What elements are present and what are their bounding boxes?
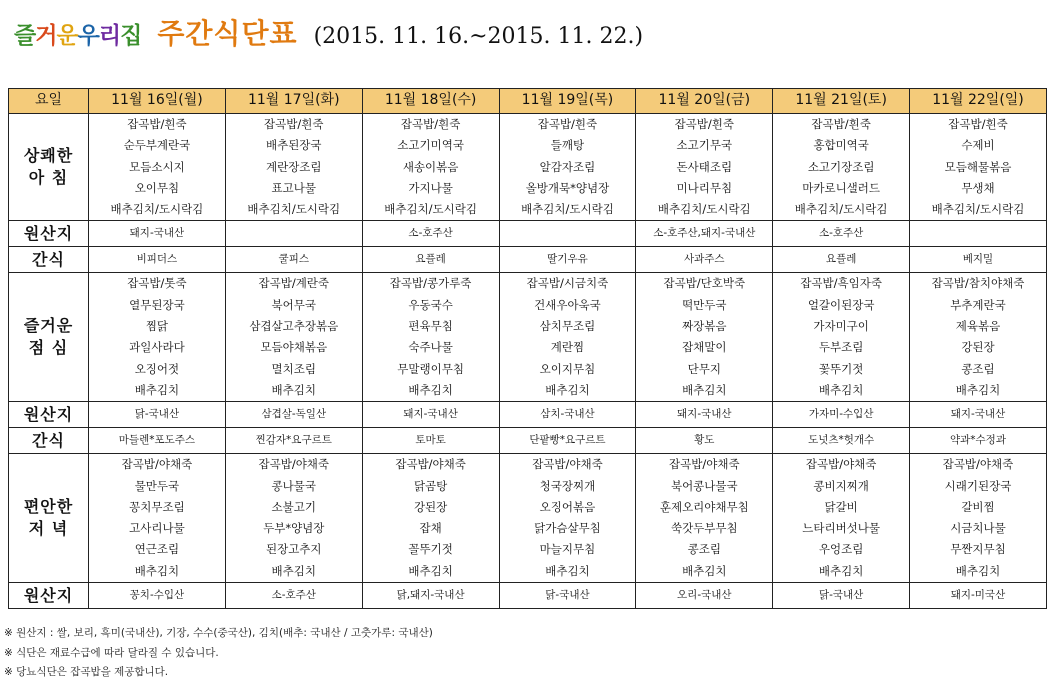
origin-cell: 돼지-국내산 [910, 402, 1047, 428]
menu-item: 닭곰탕 [413, 478, 448, 493]
snack-cell: 사과주스 [636, 247, 773, 273]
menu-item: 가자미구이 [813, 319, 869, 334]
menu-item: 떡만두국 [682, 297, 727, 312]
meal-cell [636, 273, 773, 402]
day-header-row [9, 89, 1047, 114]
menu-item: 배추김치 [545, 563, 590, 578]
menu-item: 숙주나물 [408, 340, 453, 355]
menu-item: 얼갈이된장국 [807, 297, 875, 312]
menu-item: 배추김치/도시락김 [110, 202, 204, 217]
snack-cell: 비피더스 [89, 247, 226, 273]
menu-item: 수제비 [961, 138, 995, 153]
snack-cell: 약과*수정과 [910, 428, 1047, 454]
origin-cell: 오리-국내산 [636, 583, 773, 609]
meal-cell [499, 114, 636, 221]
dinner-origin-row [9, 583, 1047, 609]
lunch-row [9, 273, 1047, 402]
meal-cell [89, 273, 226, 402]
menu-item: 배추김치 [271, 382, 316, 397]
menu-item: 잡곡밥/콩가루죽 [389, 276, 472, 291]
logo [14, 17, 141, 50]
breakfast-origin-row [9, 221, 1047, 247]
meal-cell [636, 454, 773, 583]
origin-cell: 소-호주산 [362, 221, 499, 247]
menu-item: 계란찜 [550, 340, 585, 355]
meal-cell [773, 273, 910, 402]
menu-item: 잡곡밥/야채죽 [121, 457, 193, 472]
day-header: 11월 17일(화) [225, 89, 362, 114]
menu-item: 배추된장국 [265, 138, 322, 153]
menu-item: 배추김치 [818, 563, 864, 578]
snack1-row [9, 247, 1047, 273]
menu-item: 소고기장조림 [807, 159, 875, 174]
logo-char: 우 [77, 23, 99, 49]
menu-item: 표고나물 [271, 180, 316, 195]
origin-cell: 소-호주산,돼지-국내산 [636, 221, 773, 247]
menu-item: 잡곡밥/야채죽 [942, 457, 1014, 472]
day-header: 11월 22일(일) [910, 89, 1047, 114]
menu-item: 콩나물국 [271, 478, 316, 493]
snack-cell: 요플레 [362, 247, 499, 273]
menu-item: 잡곡밥/참치야채죽 [931, 276, 1025, 291]
menu-item: 찜닭 [145, 319, 169, 334]
menu-item: 닭갈비 [824, 499, 858, 514]
origin-cell [910, 221, 1047, 247]
menu-item: 배추김치/도시락김 [247, 202, 341, 217]
menu-item: 오이무침 [134, 180, 180, 195]
snack-cell: 도넛츠*헛개수 [773, 428, 910, 454]
menu-item: 잡채 [419, 521, 442, 536]
label-line: 아 침 [28, 168, 69, 188]
origin-cell: 삼겹살-독일산 [225, 402, 362, 428]
meal-cell [910, 273, 1047, 402]
menu-item: 고사리나물 [129, 521, 185, 536]
dinner-label [9, 454, 89, 583]
menu-item: 꽁치무조림 [129, 499, 185, 514]
menu-item: 가지나물 [408, 180, 453, 195]
origin-cell: 돼지-국내산 [89, 221, 226, 247]
menu-item: 꽃뚜기젓 [818, 361, 864, 376]
menu-item: 강된장 [413, 499, 448, 514]
origin-cell [225, 221, 362, 247]
meal-cell [499, 454, 636, 583]
footnotes [4, 624, 433, 683]
menu-item: 건새우아욱국 [534, 297, 601, 312]
menu-item: 무생채 [961, 180, 995, 195]
meal-cell [362, 114, 499, 221]
menu-item: 콩조림 [961, 361, 995, 376]
menu-item: 오징어볶음 [539, 499, 596, 514]
menu-item: 잡곡밥/야채죽 [669, 457, 740, 472]
breakfast-label [9, 114, 89, 221]
snack2-row [9, 428, 1047, 454]
origin-cell: 돼지-국내산 [362, 402, 499, 428]
menu-item: 마카로니샐러드 [802, 180, 881, 195]
breakfast-row [9, 114, 1047, 221]
origin-cell: 닭-국내산 [499, 583, 636, 609]
day-header: 11월 19일(목) [499, 89, 636, 114]
menu-item: 배추김치 [955, 563, 1001, 578]
menu-item: 콩조림 [687, 542, 721, 557]
menu-item: 배추김치 [408, 382, 453, 397]
menu-item: 들깨탕 [550, 138, 585, 153]
menu-item: 배추김치/도시락김 [657, 202, 751, 217]
menu-item: 배추김치 [545, 382, 590, 397]
menu-item: 무말랭이무침 [397, 361, 464, 376]
label-line: 편안한 [23, 497, 74, 517]
menu-item: 시래기된장국 [944, 478, 1012, 493]
meal-cell [362, 273, 499, 402]
menu-item: 단무지 [687, 361, 721, 376]
menu-item: 물만두국 [134, 478, 180, 493]
origin-label: 원산지 [9, 221, 89, 247]
origin-cell: 삼치-국내산 [499, 402, 636, 428]
menu-item: 홍합미역국 [813, 138, 869, 153]
menu-item: 마늘지무침 [539, 542, 596, 557]
snack-cell: 토마토 [362, 428, 499, 454]
meal-cell [362, 454, 499, 583]
origin-cell [499, 221, 636, 247]
menu-item: 시금치나물 [950, 521, 1006, 536]
date-range: (2015. 11. 16.~2015. 11. 22.) [313, 24, 644, 49]
label-line: 저 녁 [28, 519, 69, 539]
label-line: 상쾌한 [23, 146, 74, 166]
origin-cell: 돼지-미국산 [910, 583, 1047, 609]
menu-item: 배추김치 [955, 382, 1001, 397]
menu-item: 연근조림 [134, 542, 180, 557]
snack-cell: 황도 [636, 428, 773, 454]
menu-item: 배추김치 [134, 563, 180, 578]
page-header [14, 12, 643, 52]
meal-cell [636, 114, 773, 221]
menu-item: 배추김치 [134, 382, 180, 397]
origin-label: 원산지 [9, 583, 89, 609]
menu-item: 잡곡밥/흰죽 [537, 117, 598, 131]
snack-cell: 단팥빵*요구르트 [499, 428, 636, 454]
menu-item: 꼴뚜기젓 [408, 542, 453, 557]
menu-item: 잡곡밥/흰죽 [674, 117, 734, 131]
menu-item: 쑥갓두부무침 [670, 521, 738, 536]
menu-item: 잡곡밥/흰죽 [264, 117, 324, 131]
meal-cell [773, 114, 910, 221]
snack-cell: 베지밀 [910, 247, 1047, 273]
menu-item: 잡곡밥/야채죽 [532, 457, 603, 472]
menu-item: 무짠지무침 [950, 542, 1006, 557]
menu-item: 잡곡밥/계란죽 [258, 276, 330, 291]
menu-item: 잡곡밥/야채죽 [395, 457, 466, 472]
menu-item: 북어콩나물국 [670, 478, 738, 493]
origin-cell: 닭-국내산 [773, 583, 910, 609]
snack-cell: 딸기우유 [499, 247, 636, 273]
meal-cell [225, 454, 362, 583]
footnote: ※ 식단은 재료수급에 따라 달라질 수 있습니다. [4, 646, 219, 659]
meal-cell [499, 273, 636, 402]
origin-cell: 닭,돼지-국내산 [362, 583, 499, 609]
menu-item: 삼치무조림 [539, 319, 596, 334]
menu-item: 모듬해물볶음 [944, 159, 1012, 174]
meal-cell [910, 114, 1047, 221]
origin-cell: 돼지-국내산 [636, 402, 773, 428]
footnote: ※ 원산지 : 쌀, 보리, 흑미(국내산), 기장, 수수(중국산), 김치(배추: 국내산 / 고춧가루: 국내산) [4, 627, 433, 639]
menu-item: 두부조림 [818, 340, 864, 355]
menu-item: 잡곡밥/흰죽 [948, 117, 1008, 131]
menu-item: 잡곡밥/흰죽 [811, 117, 871, 131]
origin-cell: 꽁치-수입산 [89, 583, 226, 609]
menu-item: 제육볶음 [955, 319, 1001, 334]
meal-cell [225, 273, 362, 402]
menu-item: 갈비찜 [961, 499, 995, 514]
menu-item: 오이지무침 [539, 361, 596, 376]
menu-item: 짜장볶음 [682, 319, 727, 334]
menu-item: 우엉조림 [818, 542, 864, 557]
menu-item: 청국장찌개 [539, 478, 596, 493]
menu-item: 두부*양념장 [263, 521, 325, 536]
meal-cell [89, 454, 226, 583]
day-header: 11월 21일(토) [773, 89, 910, 114]
menu-item: 소고기미역국 [397, 138, 464, 153]
menu-item: 올방개묵*양념장 [525, 180, 610, 195]
menu-item: 콩비지찌개 [813, 478, 869, 493]
lunch-origin-row [9, 402, 1047, 428]
menu-item: 소고기무국 [676, 138, 733, 153]
snack-cell: 찐감자*요구르트 [225, 428, 362, 454]
menu-item: 오징어젓 [134, 361, 180, 376]
menu-item: 잡곡밥/톳죽 [127, 276, 187, 291]
menu-item: 잡곡밥/단호박죽 [663, 276, 746, 291]
menu-item: 닭가슴살무침 [534, 521, 601, 536]
footnote: ※ 당뇨식단은 잡곡밥을 제공합니다. [4, 666, 169, 678]
menu-item: 부추계란국 [950, 297, 1006, 312]
meal-cell [773, 454, 910, 583]
menu-item: 배추김치/도시락김 [521, 202, 614, 217]
meal-cell [225, 114, 362, 221]
menu-item: 배추김치/도시락김 [931, 202, 1025, 217]
menu-item: 잡곡밥/야채죽 [805, 457, 877, 472]
menu-item: 잡곡밥/흰죽 [127, 117, 187, 131]
snack-cell: 요플레 [773, 247, 910, 273]
logo-char: 운 [56, 23, 78, 49]
menu-item: 잡곡밥/시금치죽 [526, 276, 609, 291]
menu-item: 훈제오리야채무침 [659, 499, 749, 514]
day-header: 11월 20일(금) [636, 89, 773, 114]
menu-item: 삼겹살고추장볶음 [249, 319, 339, 334]
label-line: 점 심 [28, 338, 69, 358]
logo-char: 즐 [14, 23, 36, 49]
origin-cell: 소-호주산 [225, 583, 362, 609]
lunch-label [9, 273, 89, 402]
menu-item: 배추김치 [682, 382, 727, 397]
meal-cell [910, 454, 1047, 583]
menu-item: 멸치조림 [271, 361, 316, 376]
snack-label: 간식 [9, 247, 89, 273]
menu-item: 우동국수 [408, 297, 453, 312]
menu-item: 느타리버섯나물 [802, 521, 881, 536]
logo-char: 집 [120, 23, 142, 49]
menu-item: 소불고기 [271, 499, 316, 514]
page-title: 주간식단표 [157, 17, 298, 50]
snack-cell: 마들렌*포도주스 [89, 428, 226, 454]
origin-cell: 닭-국내산 [89, 402, 226, 428]
menu-item: 배추김치 [818, 382, 864, 397]
logo-char: 거 [35, 23, 57, 49]
day-header: 11월 18일(수) [362, 89, 499, 114]
menu-item: 배추김치 [408, 563, 453, 578]
snack-cell: 쿨피스 [225, 247, 362, 273]
meal-cell [89, 114, 226, 221]
menu-item: 된장고추지 [265, 542, 322, 557]
menu-item: 배추김치 [682, 563, 727, 578]
day-header: 11월 16일(월) [89, 89, 226, 114]
menu-item: 배추김치 [271, 563, 316, 578]
origin-cell: 가자미-수입산 [773, 402, 910, 428]
origin-label: 원산지 [9, 402, 89, 428]
menu-item: 배추김치/도시락김 [794, 202, 888, 217]
menu-item: 순두부계란국 [123, 138, 191, 153]
corner-label: 요일 [9, 89, 89, 114]
menu-item: 과일사라다 [129, 340, 185, 355]
label-line: 즐거운 [23, 316, 74, 336]
menu-item: 잡곡밥/야채죽 [258, 457, 330, 472]
snack-label: 간식 [9, 428, 89, 454]
menu-item: 알감자조림 [539, 159, 596, 174]
menu-item: 북어무국 [271, 297, 316, 312]
menu-item: 잡채말이 [682, 340, 727, 355]
logo-char: 리 [98, 23, 121, 49]
menu-item: 모듬야채볶음 [260, 340, 328, 355]
menu-item: 편육무침 [408, 319, 453, 334]
menu-item: 열무된장국 [129, 297, 185, 312]
menu-item: 강된장 [961, 340, 995, 355]
menu-item: 배추김치/도시락김 [384, 202, 477, 217]
menu-item: 돈사태조림 [676, 159, 733, 174]
menu-item: 계란장조림 [265, 159, 322, 174]
dinner-row [9, 454, 1047, 583]
weekly-menu-table [8, 88, 1047, 609]
origin-cell: 소-호주산 [773, 221, 910, 247]
menu-item: 모듬소시지 [129, 159, 185, 174]
menu-item: 미나리무침 [676, 180, 733, 195]
menu-item: 잡곡밥/흰죽 [400, 117, 461, 131]
menu-item: 잡곡밥/흑임자죽 [800, 276, 882, 291]
menu-item: 새송이볶음 [402, 159, 459, 174]
